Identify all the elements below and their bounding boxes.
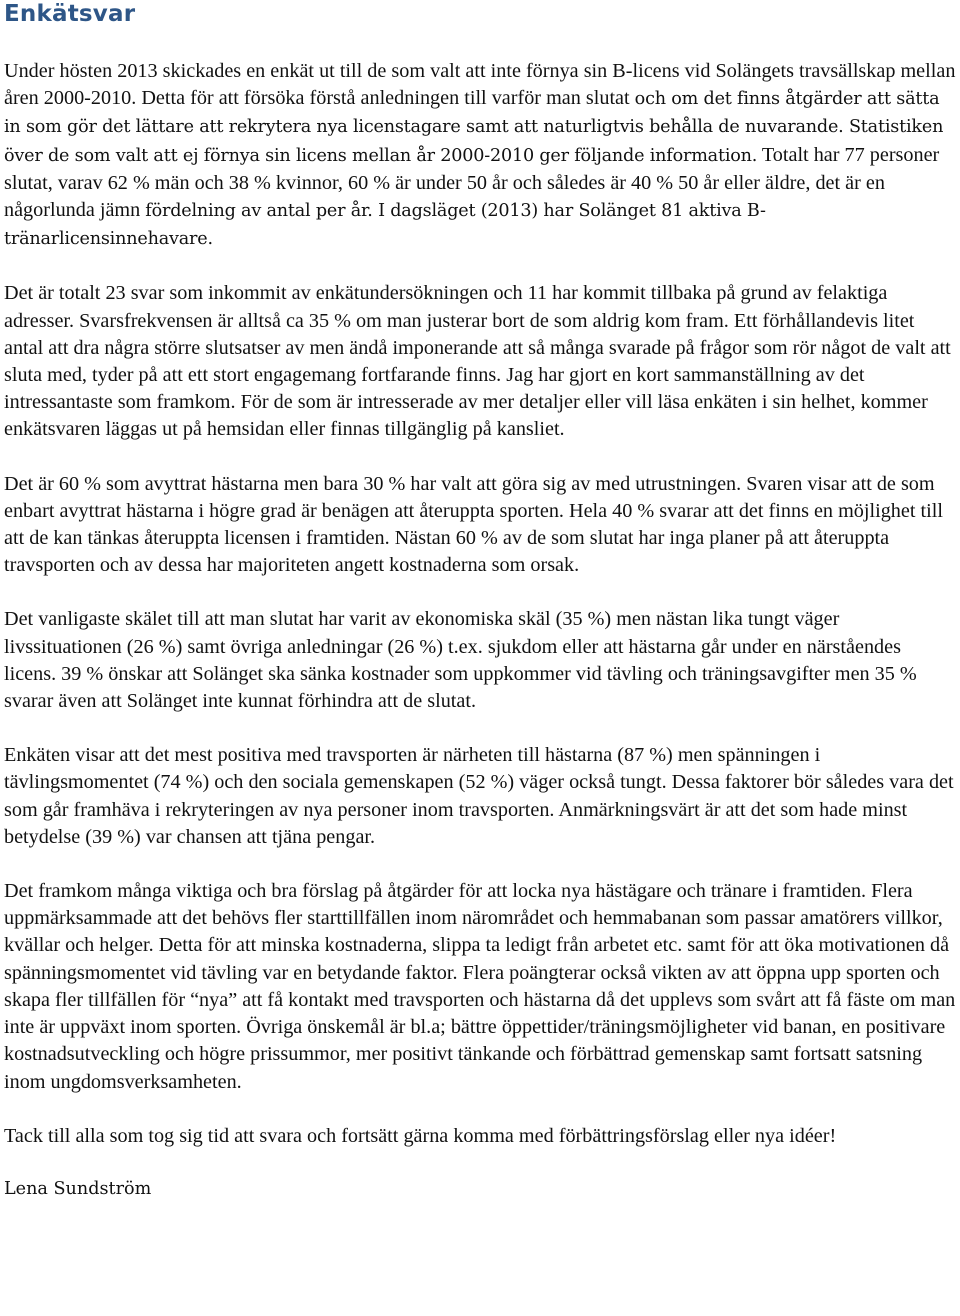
document-page <box>4 0 956 1203</box>
paragraph-response-rate <box>4 280 956 443</box>
paragraph-suggestions: Det framkom många viktiga och bra förslag på åtgärder för att locka nya hästägare och tränare i framtiden. Flera uppmärksammade att det behövs fler starttillfällen inom närområdet och hemmabanan som passar amatörers villkor, kvällar och helger. Detta för att minska kostnaderna, slippa ta ledigt från arbetet etc. samt för att öka motivationen då spänningsmomentet vid tävling var en betydande faktor. Flera poängterar också vikten av att öppna upp sporten och skapa fler tillfällen för “nya” att få kontakt med travsporten och hästarna då det upplevs som svårt att få fäste om man inte är uppväxt inom sporten. Övriga önskemål är bl.a; bättre öppettider/träningsmöjligheter vid banan, en positivare kostnadsutveckling och högre prissummor, mer positivt tänkande och förbättrad gemenskap samt fortsatt satsning inom ungdomsverksamheten. <box>4 880 956 1093</box>
paragraph-reasons: Det vanligaste skälet till att man slutat har varit av ekonomiska skäl (35 %) men nästan lika tungt väger livssituationen (26 %) samt övriga anledningar (26 %) t.ex. sjukdom eller att hästarna går under en närståendes licens. 39 % önskar att Solänget ska sänka kostnader som uppkommer vid tävling och träningsavgifter men 35 % svarar även att Solänget inte kunnat förhindra att de slutat. <box>4 608 917 713</box>
signature: Lena Sundström <box>4 1178 152 1199</box>
page-title: Enkätsvar <box>4 1 136 27</box>
paragraph-intro <box>4 58 956 253</box>
intro-sentence-1: Under hösten 2013 skickades en enkät ut till de som valt att inte förnya sin B-licens vid Solängets travsällskap mellan åren 2000-2010. Detta för att försöka förstå anledningen till varför man slutat <box>4 60 956 110</box>
paragraph-positives: Enkäten visar att det mest positiva med travsporten är närheten till hästarna (87 %) men spänningen i tävlingsmomentet (74 %) och den sociala gemenskapen (52 %) väger också tungt. Dessa faktorer bör således vara det som går framhäva i rekryteringen av nya personer inom travsporten. Anmärkningsvärt är att det som hade minst betydelse (39 %) var chansen att tjäna pengar. <box>4 744 954 848</box>
paragraph-thanks: Tack till alla som tog sig tid att svara och fortsätt gärna komma med förbättringsförslag eller nya idéer! <box>4 1124 837 1147</box>
intro-sentence-4: fördelning av antal per år. I dagsläget (2013) har Solänget 81 aktiva B-tränarlicensinnehavare. <box>4 201 766 250</box>
response-rate-sentence-1: Det är totalt 23 svar som inkommit av enkätundersökningen och 11 har kommit tillbaka på grund av felaktiga adresser. Svarsfrekvensen är alltså ca 35 % om man justerar bort de som aldrig kom fram. <box>4 282 888 332</box>
intro-sentence-2: och om det finns åtgärder att sätta in som gör det lättare att rekrytera nya licenstagare samt att naturligtvis behålla de nuvarande. Statistiken över de som valt att ej förnya sin licens mellan år 2000-2010 ger följande information. <box>4 89 944 166</box>
response-rate-sentence-2: Ett förhållandevis litet antal att dra några större slutsatser av men ändå imponerande att så många svarade på frågor som rör något de valt att sluta med, tyder på att ett stort engagemang fortfarande finns. Jag har gjort en kort sammanställning av det intressantaste som framkom. För de som är intresserade av mer detaljer eller vill läsa enkäten i sin helhet, kommer enkätsvaren läggas ut på hemsidan eller finnas tillgänglig på kansliet. <box>4 309 951 441</box>
paragraph-horses: Det är 60 % som avyttrat hästarna men bara 30 % har valt att göra sig av med utrustningen. Svaren visar att de som enbart avyttrat hästarna i högre grad är benägen att återuppta sporten. Hela 40 % svarar att det finns en möjlighet till att de kan tänkas återuppta licensen i framtiden. Nästan 60 % av de som slutat har inga planer på att återuppta travsporten och av dessa har majoriteten angett kostnaderna som orsak. <box>4 472 943 577</box>
intro-sentence-3: Totalt har 77 personer slutat, varav 62 % män och 38 % kvinnor, 60 % är under 50 år och således är 40 % 50 år eller äldre, det är en någorlunda jämn <box>4 143 940 222</box>
